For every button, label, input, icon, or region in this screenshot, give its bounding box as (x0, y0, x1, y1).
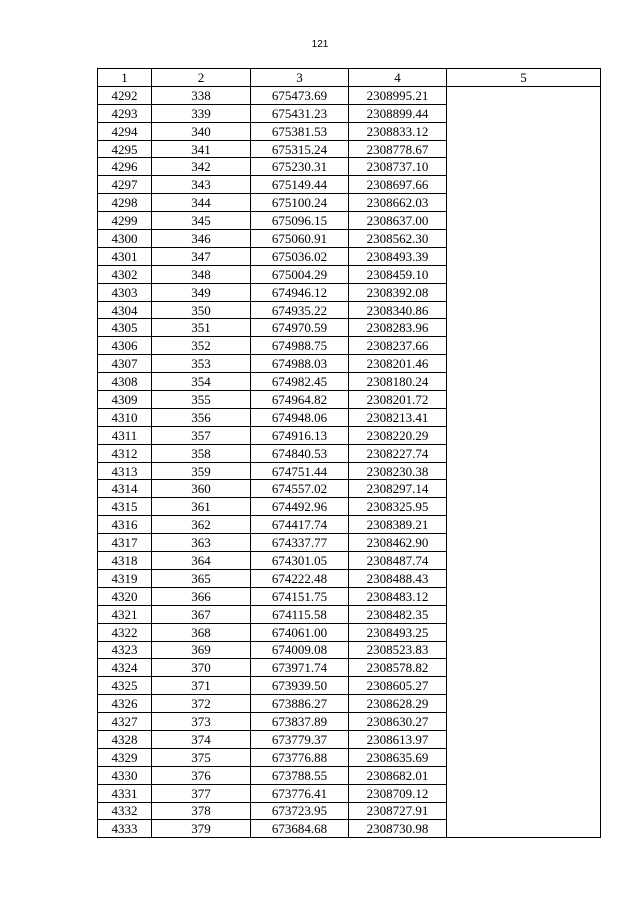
vertex-number-cell: 365 (152, 569, 251, 587)
point-id-cell: 4298 (98, 194, 152, 212)
x-coordinate-cell: 674337.77 (251, 534, 349, 552)
vertex-number-cell: 362 (152, 516, 251, 534)
x-coordinate-cell: 674964.82 (251, 391, 349, 409)
point-id-cell: 4299 (98, 212, 152, 230)
vertex-number-cell: 352 (152, 337, 251, 355)
vertex-number-cell: 341 (152, 140, 251, 158)
y-coordinate-cell: 2308635.69 (349, 748, 447, 766)
x-coordinate-cell: 674970.59 (251, 319, 349, 337)
vertex-number-cell: 359 (152, 462, 251, 480)
x-coordinate-cell: 675036.02 (251, 247, 349, 265)
x-coordinate-cell: 674935.22 (251, 301, 349, 319)
y-coordinate-cell: 2308237.66 (349, 337, 447, 355)
x-coordinate-cell: 673723.95 (251, 802, 349, 820)
vertex-number-cell: 367 (152, 605, 251, 623)
x-coordinate-cell: 674840.53 (251, 444, 349, 462)
vertex-number-cell: 378 (152, 802, 251, 820)
vertex-number-cell: 373 (152, 713, 251, 731)
point-id-cell: 4313 (98, 462, 152, 480)
x-coordinate-cell: 673939.50 (251, 677, 349, 695)
y-coordinate-cell: 2308662.03 (349, 194, 447, 212)
point-id-cell: 4323 (98, 641, 152, 659)
point-id-cell: 4329 (98, 748, 152, 766)
y-coordinate-cell: 2308227.74 (349, 444, 447, 462)
point-id-cell: 4332 (98, 802, 152, 820)
x-coordinate-cell: 674916.13 (251, 426, 349, 444)
vertex-number-cell: 368 (152, 623, 251, 641)
point-id-cell: 4330 (98, 766, 152, 784)
y-coordinate-cell: 2308389.21 (349, 516, 447, 534)
y-coordinate-cell: 2308737.10 (349, 158, 447, 176)
point-id-cell: 4321 (98, 605, 152, 623)
y-coordinate-cell: 2308709.12 (349, 784, 447, 802)
x-coordinate-cell: 673684.68 (251, 820, 349, 838)
y-coordinate-cell: 2308899.44 (349, 104, 447, 122)
y-coordinate-cell: 2308220.29 (349, 426, 447, 444)
y-coordinate-cell: 2308488.43 (349, 569, 447, 587)
point-id-cell: 4294 (98, 122, 152, 140)
x-coordinate-cell: 674115.58 (251, 605, 349, 623)
point-id-cell: 4304 (98, 301, 152, 319)
vertex-number-cell: 357 (152, 426, 251, 444)
x-coordinate-cell: 675315.24 (251, 140, 349, 158)
point-id-cell: 4309 (98, 391, 152, 409)
x-coordinate-cell: 675431.23 (251, 104, 349, 122)
vertex-number-cell: 356 (152, 408, 251, 426)
vertex-number-cell: 338 (152, 86, 251, 104)
y-coordinate-cell: 2308995.21 (349, 86, 447, 104)
point-id-cell: 4333 (98, 820, 152, 838)
x-coordinate-cell: 674982.45 (251, 373, 349, 391)
vertex-number-cell: 377 (152, 784, 251, 802)
x-coordinate-cell: 675149.44 (251, 176, 349, 194)
vertex-number-cell: 363 (152, 534, 251, 552)
point-id-cell: 4310 (98, 408, 152, 426)
point-id-cell: 4328 (98, 730, 152, 748)
x-coordinate-cell: 674988.75 (251, 337, 349, 355)
vertex-number-cell: 379 (152, 820, 251, 838)
header-row (98, 69, 601, 87)
y-coordinate-cell: 2308340.86 (349, 301, 447, 319)
vertex-number-cell: 346 (152, 230, 251, 248)
y-coordinate-cell: 2308493.39 (349, 247, 447, 265)
x-coordinate-cell: 673779.37 (251, 730, 349, 748)
y-coordinate-cell: 2308483.12 (349, 587, 447, 605)
point-id-cell: 4327 (98, 713, 152, 731)
point-id-cell: 4292 (98, 86, 152, 104)
notes-cell (447, 86, 601, 837)
vertex-number-cell: 360 (152, 480, 251, 498)
vertex-number-cell: 370 (152, 659, 251, 677)
x-coordinate-cell: 673776.88 (251, 748, 349, 766)
y-coordinate-cell: 2308778.67 (349, 140, 447, 158)
y-coordinate-cell: 2308459.10 (349, 265, 447, 283)
coordinates-table (97, 68, 601, 838)
point-id-cell: 4316 (98, 516, 152, 534)
y-coordinate-cell: 2308682.01 (349, 766, 447, 784)
x-coordinate-cell: 675100.24 (251, 194, 349, 212)
point-id-cell: 4300 (98, 230, 152, 248)
x-coordinate-cell: 675230.31 (251, 158, 349, 176)
vertex-number-cell: 364 (152, 552, 251, 570)
x-coordinate-cell: 674009.08 (251, 641, 349, 659)
column-header-4: 4 (349, 69, 447, 87)
x-coordinate-cell: 673788.55 (251, 766, 349, 784)
y-coordinate-cell: 2308230.38 (349, 462, 447, 480)
vertex-number-cell: 345 (152, 212, 251, 230)
y-coordinate-cell: 2308630.27 (349, 713, 447, 731)
vertex-number-cell: 347 (152, 247, 251, 265)
point-id-cell: 4293 (98, 104, 152, 122)
x-coordinate-cell: 673971.74 (251, 659, 349, 677)
point-id-cell: 4303 (98, 283, 152, 301)
x-coordinate-cell: 673837.89 (251, 713, 349, 731)
point-id-cell: 4305 (98, 319, 152, 337)
x-coordinate-cell: 675096.15 (251, 212, 349, 230)
vertex-number-cell: 361 (152, 498, 251, 516)
vertex-number-cell: 366 (152, 587, 251, 605)
y-coordinate-cell: 2308605.27 (349, 677, 447, 695)
point-id-cell: 4312 (98, 444, 152, 462)
vertex-number-cell: 371 (152, 677, 251, 695)
point-id-cell: 4311 (98, 426, 152, 444)
point-id-cell: 4331 (98, 784, 152, 802)
y-coordinate-cell: 2308637.00 (349, 212, 447, 230)
y-coordinate-cell: 2308833.12 (349, 122, 447, 140)
x-coordinate-cell: 674988.03 (251, 355, 349, 373)
point-id-cell: 4308 (98, 373, 152, 391)
y-coordinate-cell: 2308297.14 (349, 480, 447, 498)
vertex-number-cell: 372 (152, 695, 251, 713)
vertex-number-cell: 353 (152, 355, 251, 373)
vertex-number-cell: 351 (152, 319, 251, 337)
vertex-number-cell: 339 (152, 104, 251, 122)
y-coordinate-cell: 2308628.29 (349, 695, 447, 713)
x-coordinate-cell: 673886.27 (251, 695, 349, 713)
point-id-cell: 4297 (98, 176, 152, 194)
table-body (98, 86, 601, 837)
y-coordinate-cell: 2308562.30 (349, 230, 447, 248)
y-coordinate-cell: 2308482.35 (349, 605, 447, 623)
y-coordinate-cell: 2308201.72 (349, 391, 447, 409)
x-coordinate-cell: 674222.48 (251, 569, 349, 587)
page-number: 121 (311, 39, 329, 50)
y-coordinate-cell: 2308325.95 (349, 498, 447, 516)
table-row (98, 86, 601, 104)
vertex-number-cell: 343 (152, 176, 251, 194)
x-coordinate-cell: 674946.12 (251, 283, 349, 301)
y-coordinate-cell: 2308730.98 (349, 820, 447, 838)
vertex-number-cell: 348 (152, 265, 251, 283)
y-coordinate-cell: 2308523.83 (349, 641, 447, 659)
column-header-5: 5 (447, 69, 601, 87)
x-coordinate-cell: 675004.29 (251, 265, 349, 283)
point-id-cell: 4317 (98, 534, 152, 552)
vertex-number-cell: 355 (152, 391, 251, 409)
vertex-number-cell: 340 (152, 122, 251, 140)
x-coordinate-cell: 674557.02 (251, 480, 349, 498)
y-coordinate-cell: 2308392.08 (349, 283, 447, 301)
vertex-number-cell: 342 (152, 158, 251, 176)
vertex-number-cell: 350 (152, 301, 251, 319)
x-coordinate-cell: 675060.91 (251, 230, 349, 248)
vertex-number-cell: 369 (152, 641, 251, 659)
point-id-cell: 4318 (98, 552, 152, 570)
y-coordinate-cell: 2308180.24 (349, 373, 447, 391)
point-id-cell: 4326 (98, 695, 152, 713)
vertex-number-cell: 344 (152, 194, 251, 212)
vertex-number-cell: 374 (152, 730, 251, 748)
x-coordinate-cell: 674301.05 (251, 552, 349, 570)
vertex-number-cell: 376 (152, 766, 251, 784)
point-id-cell: 4315 (98, 498, 152, 516)
column-header-1: 1 (98, 69, 152, 87)
table-header (98, 69, 601, 87)
x-coordinate-cell: 674417.74 (251, 516, 349, 534)
point-id-cell: 4307 (98, 355, 152, 373)
y-coordinate-cell: 2308283.96 (349, 319, 447, 337)
y-coordinate-cell: 2308493.25 (349, 623, 447, 641)
y-coordinate-cell: 2308462.90 (349, 534, 447, 552)
x-coordinate-cell: 674948.06 (251, 408, 349, 426)
vertex-number-cell: 354 (152, 373, 251, 391)
vertex-number-cell: 358 (152, 444, 251, 462)
x-coordinate-cell: 675473.69 (251, 86, 349, 104)
point-id-cell: 4314 (98, 480, 152, 498)
vertex-number-cell: 349 (152, 283, 251, 301)
y-coordinate-cell: 2308578.82 (349, 659, 447, 677)
x-coordinate-cell: 674151.75 (251, 587, 349, 605)
point-id-cell: 4322 (98, 623, 152, 641)
point-id-cell: 4301 (98, 247, 152, 265)
y-coordinate-cell: 2308487.74 (349, 552, 447, 570)
y-coordinate-cell: 2308697.66 (349, 176, 447, 194)
point-id-cell: 4306 (98, 337, 152, 355)
x-coordinate-cell: 674061.00 (251, 623, 349, 641)
point-id-cell: 4302 (98, 265, 152, 283)
point-id-cell: 4296 (98, 158, 152, 176)
x-coordinate-cell: 673776.41 (251, 784, 349, 802)
point-id-cell: 4295 (98, 140, 152, 158)
point-id-cell: 4319 (98, 569, 152, 587)
y-coordinate-cell: 2308727.91 (349, 802, 447, 820)
vertex-number-cell: 375 (152, 748, 251, 766)
y-coordinate-cell: 2308613.97 (349, 730, 447, 748)
column-header-3: 3 (251, 69, 349, 87)
x-coordinate-cell: 675381.53 (251, 122, 349, 140)
point-id-cell: 4320 (98, 587, 152, 605)
y-coordinate-cell: 2308201.46 (349, 355, 447, 373)
y-coordinate-cell: 2308213.41 (349, 408, 447, 426)
x-coordinate-cell: 674751.44 (251, 462, 349, 480)
column-header-2: 2 (152, 69, 251, 87)
x-coordinate-cell: 674492.96 (251, 498, 349, 516)
point-id-cell: 4324 (98, 659, 152, 677)
point-id-cell: 4325 (98, 677, 152, 695)
